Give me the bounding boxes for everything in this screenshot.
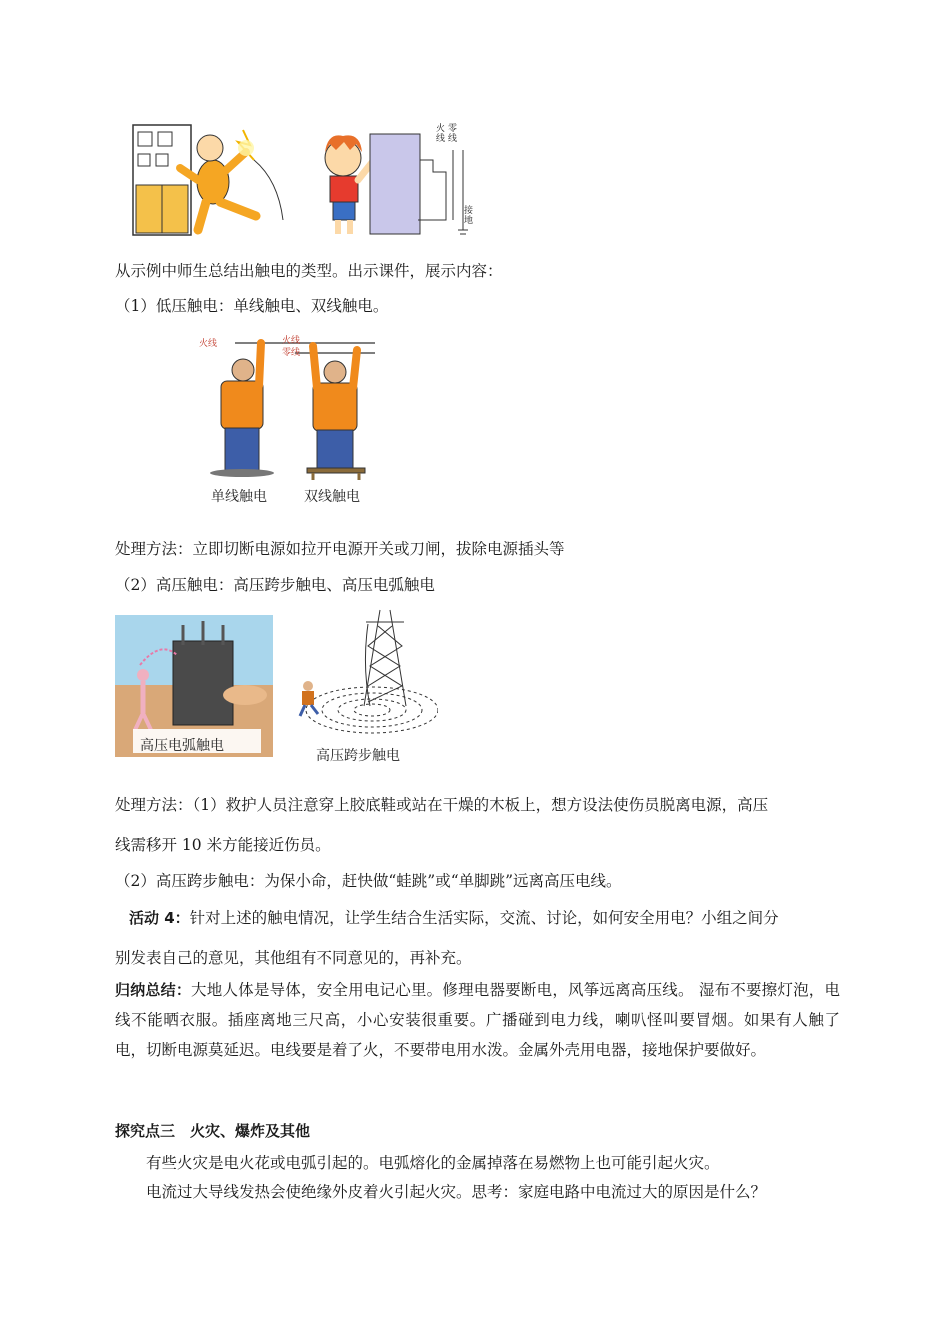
tag-neutral-wire-double: 零线	[282, 348, 301, 358]
caption-arc-shock: 高压电弧触电	[140, 738, 224, 754]
caption-single-wire: 单线触电	[211, 489, 267, 505]
section-3-title: 探究点三 火灾、爆炸及其他	[115, 1122, 311, 1140]
summary-paragraph	[115, 975, 840, 1065]
activity-4-line-1	[129, 908, 779, 928]
section-3-paragraph-1: 有些火灾是电火花或电弧引起的。电弧熔化的金属掉落在易燃物上也可能引起火灾。	[146, 1154, 720, 1172]
intro-text: 从示例中师生总结出触电的类型。出示课件，展示内容：	[115, 262, 503, 280]
method-2-line-1: 处理方法：（1）救护人员注意穿上胶底鞋或站在干燥的木板上，想方设法使伤员脱离电源，高压	[115, 796, 769, 814]
method-2-line-2: 线需移开 10 米方能接近伤员。	[115, 836, 331, 854]
tag-live-wire-single: 火线	[199, 339, 218, 349]
illustration-step-voltage-shock	[290, 606, 438, 754]
summary-label: 归纳总结：	[115, 981, 192, 999]
activity-4-label: 活动 4：	[129, 909, 190, 927]
section-3-paragraph-2: 电流过大导线发热会使绝缘外皮着火引起火灾。思考：家庭电路中电流过大的原因是什么？	[146, 1183, 767, 1201]
tag-live-wire-double: 火线	[282, 336, 301, 346]
illustration-cartoon-shock-panel	[128, 120, 288, 240]
method-1-text: 处理方法：立即切断电源如拉开电源开关或刀闸，拔除电源插头等	[115, 540, 565, 558]
activity-4-line-2: 别发表自己的意见，其他组有不同意见的，再补充。	[115, 949, 472, 967]
activity-4-text: 针对上述的触电情况，让学生结合生活实际，交流、讨论，如何安全用电？小组之间分	[189, 909, 779, 927]
high-voltage-heading: （2）高压触电：高压跨步触电、高压电弧触电	[115, 576, 435, 594]
low-voltage-heading: （1）低压触电：单线触电、双线触电。	[115, 297, 389, 315]
label-ground: 接地	[464, 206, 474, 226]
label-neutral-wire: 零线	[448, 124, 458, 144]
caption-step-shock: 高压跨步触电	[316, 748, 400, 764]
label-live-wire: 火线	[436, 124, 446, 144]
caption-double-wire: 双线触电	[304, 489, 360, 505]
summary-body: 大地人体是导体，安全用电记心里。修理电器要断电，风筝远离高压线。 湿布不要擦灯泡，电线不能晒衣服。插座离地三尺高，小心安装很重要。广播碰到电力线，喇叭怪叫要冒烟。如果有人触了电，切断电源莫延迟。电线要是着了火，不要带电用水泼。金属外壳用电器，接地保护要做好。	[115, 981, 840, 1059]
method-2-item-2: （2）高压跨步触电：为保小命，赶快做“蛙跳”或“单脚跳”远离高压电线。	[115, 872, 622, 890]
